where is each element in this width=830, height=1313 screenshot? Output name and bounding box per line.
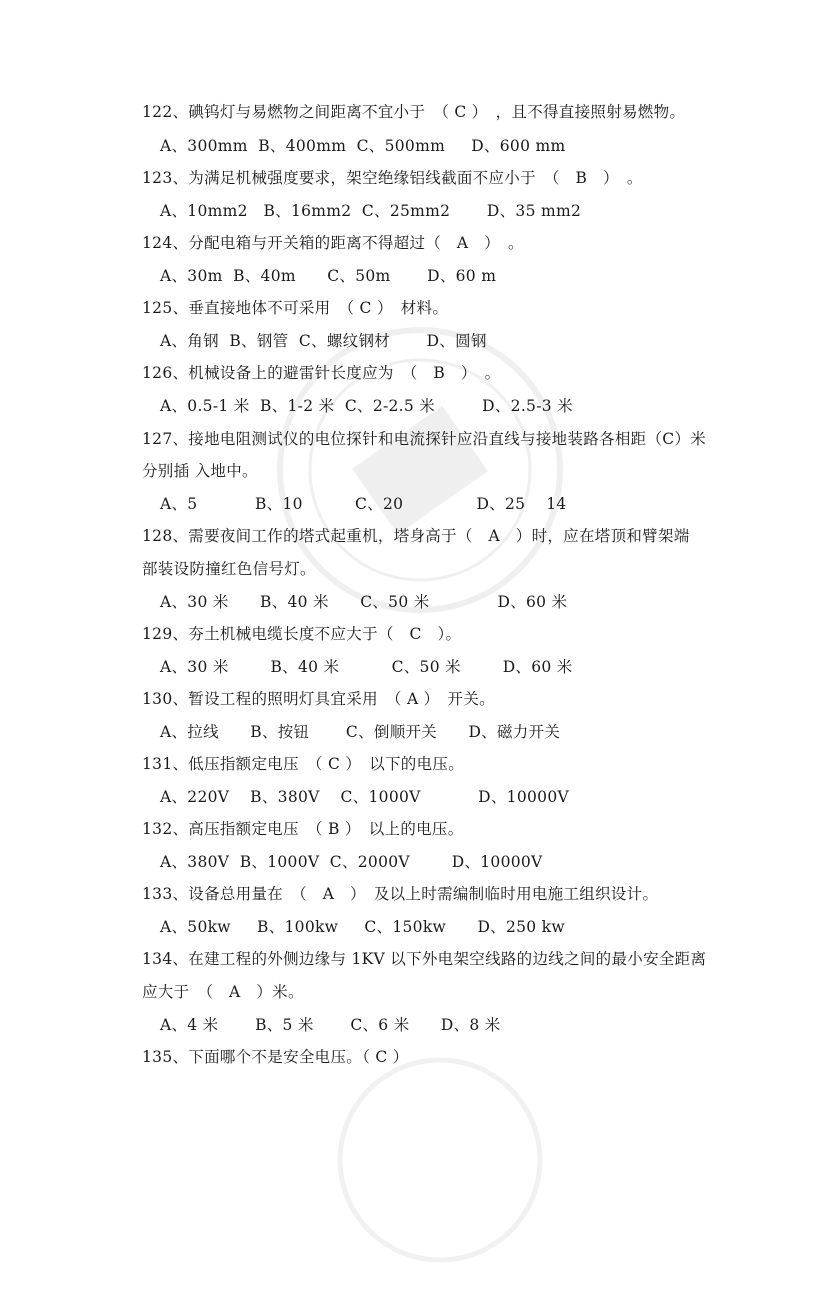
question-125: 125、垂直接地体不可采用 （ C ） 材料。: [142, 299, 449, 317]
question-127-cont: 分别插 入地中。: [142, 462, 258, 480]
options-129: A、30 米 B、40 米 C、50 米 D、60 米: [160, 658, 573, 676]
question-134-cont: 应大于 （ A ）米。: [142, 983, 304, 1001]
options-134: A、4 米 B、5 米 C、6 米 D、8 米: [160, 1016, 501, 1034]
question-130: 130、暂设工程的照明灯具宜采用 （ A ） 开关。: [142, 690, 495, 708]
options-132: A、380V B、1000V C、2000V D、10000V: [160, 853, 543, 871]
options-125: A、角钢 B、钢管 C、螺纹钢材 D、圆钢: [160, 332, 487, 350]
options-122: A、300mm B、400mm C、500mm D、600 mm: [160, 137, 566, 155]
question-122: 122、碘钨灯与易燃物之间距离不宜小于 （ C ） ，且不得直接照射易燃物。: [142, 103, 686, 121]
question-128: 128、需要夜间工作的塔式起重机，塔身高于（ A ）时，应在塔顶和臂架端: [142, 527, 690, 545]
question-128-cont: 部装设防撞红色信号灯。: [142, 560, 316, 578]
question-124: 124、分配电箱与开关箱的距离不得超过（ A ） 。: [142, 234, 524, 252]
question-134: 134、在建工程的外侧边缘与 1KV 以下外电架空线路的边线之间的最小安全距离: [142, 950, 707, 968]
options-128: A、30 米 B、40 米 C、50 米 D、60 米: [160, 593, 568, 611]
options-131: A、220V B、380V C、1000V D、10000V: [160, 788, 569, 806]
options-123: A、10mm2 B、16mm2 C、25mm2 D、35 mm2: [160, 202, 582, 220]
question-131: 131、低压指额定电压 （ C ） 以下的电压。: [142, 755, 464, 773]
options-127: A、5 B、10 C、20 D、25 14: [160, 495, 567, 513]
options-130: A、拉线 B、按钮 C、倒顺开关 D、磁力开关: [160, 723, 561, 741]
question-133: 133、设备总用量在 （ A ） 及以上时需编制临时用电施工组织设计。: [142, 885, 659, 903]
question-132: 132、高压指额定电压 （ B ） 以上的电压。: [142, 820, 464, 838]
question-126: 126、机械设备上的避雷针长度应为 （ B ） 。: [142, 364, 501, 382]
options-126: A、0.5-1 米 B、1-2 米 C、2-2.5 米 D、2.5-3 米: [160, 397, 573, 415]
options-124: A、30m B、40m C、50m D、60 m: [160, 267, 497, 285]
question-123: 123、为满足机械强度要求，架空绝缘铝线截面不应小于 （ B ） 。: [142, 169, 643, 187]
question-135: 135、下面哪个不是安全电压。（ C ）: [142, 1048, 409, 1066]
question-127: 127、接地电阻测试仪的电位探针和电流探针应沿直线与接地装路各相距（C）米: [142, 430, 707, 448]
question-129: 129、夯土机械电缆长度不应大于（ C ）。: [142, 625, 462, 643]
options-133: A、50kw B、100kw C、150kw D、250 kw: [160, 918, 565, 936]
watermark-stamp: [211, 261, 629, 679]
